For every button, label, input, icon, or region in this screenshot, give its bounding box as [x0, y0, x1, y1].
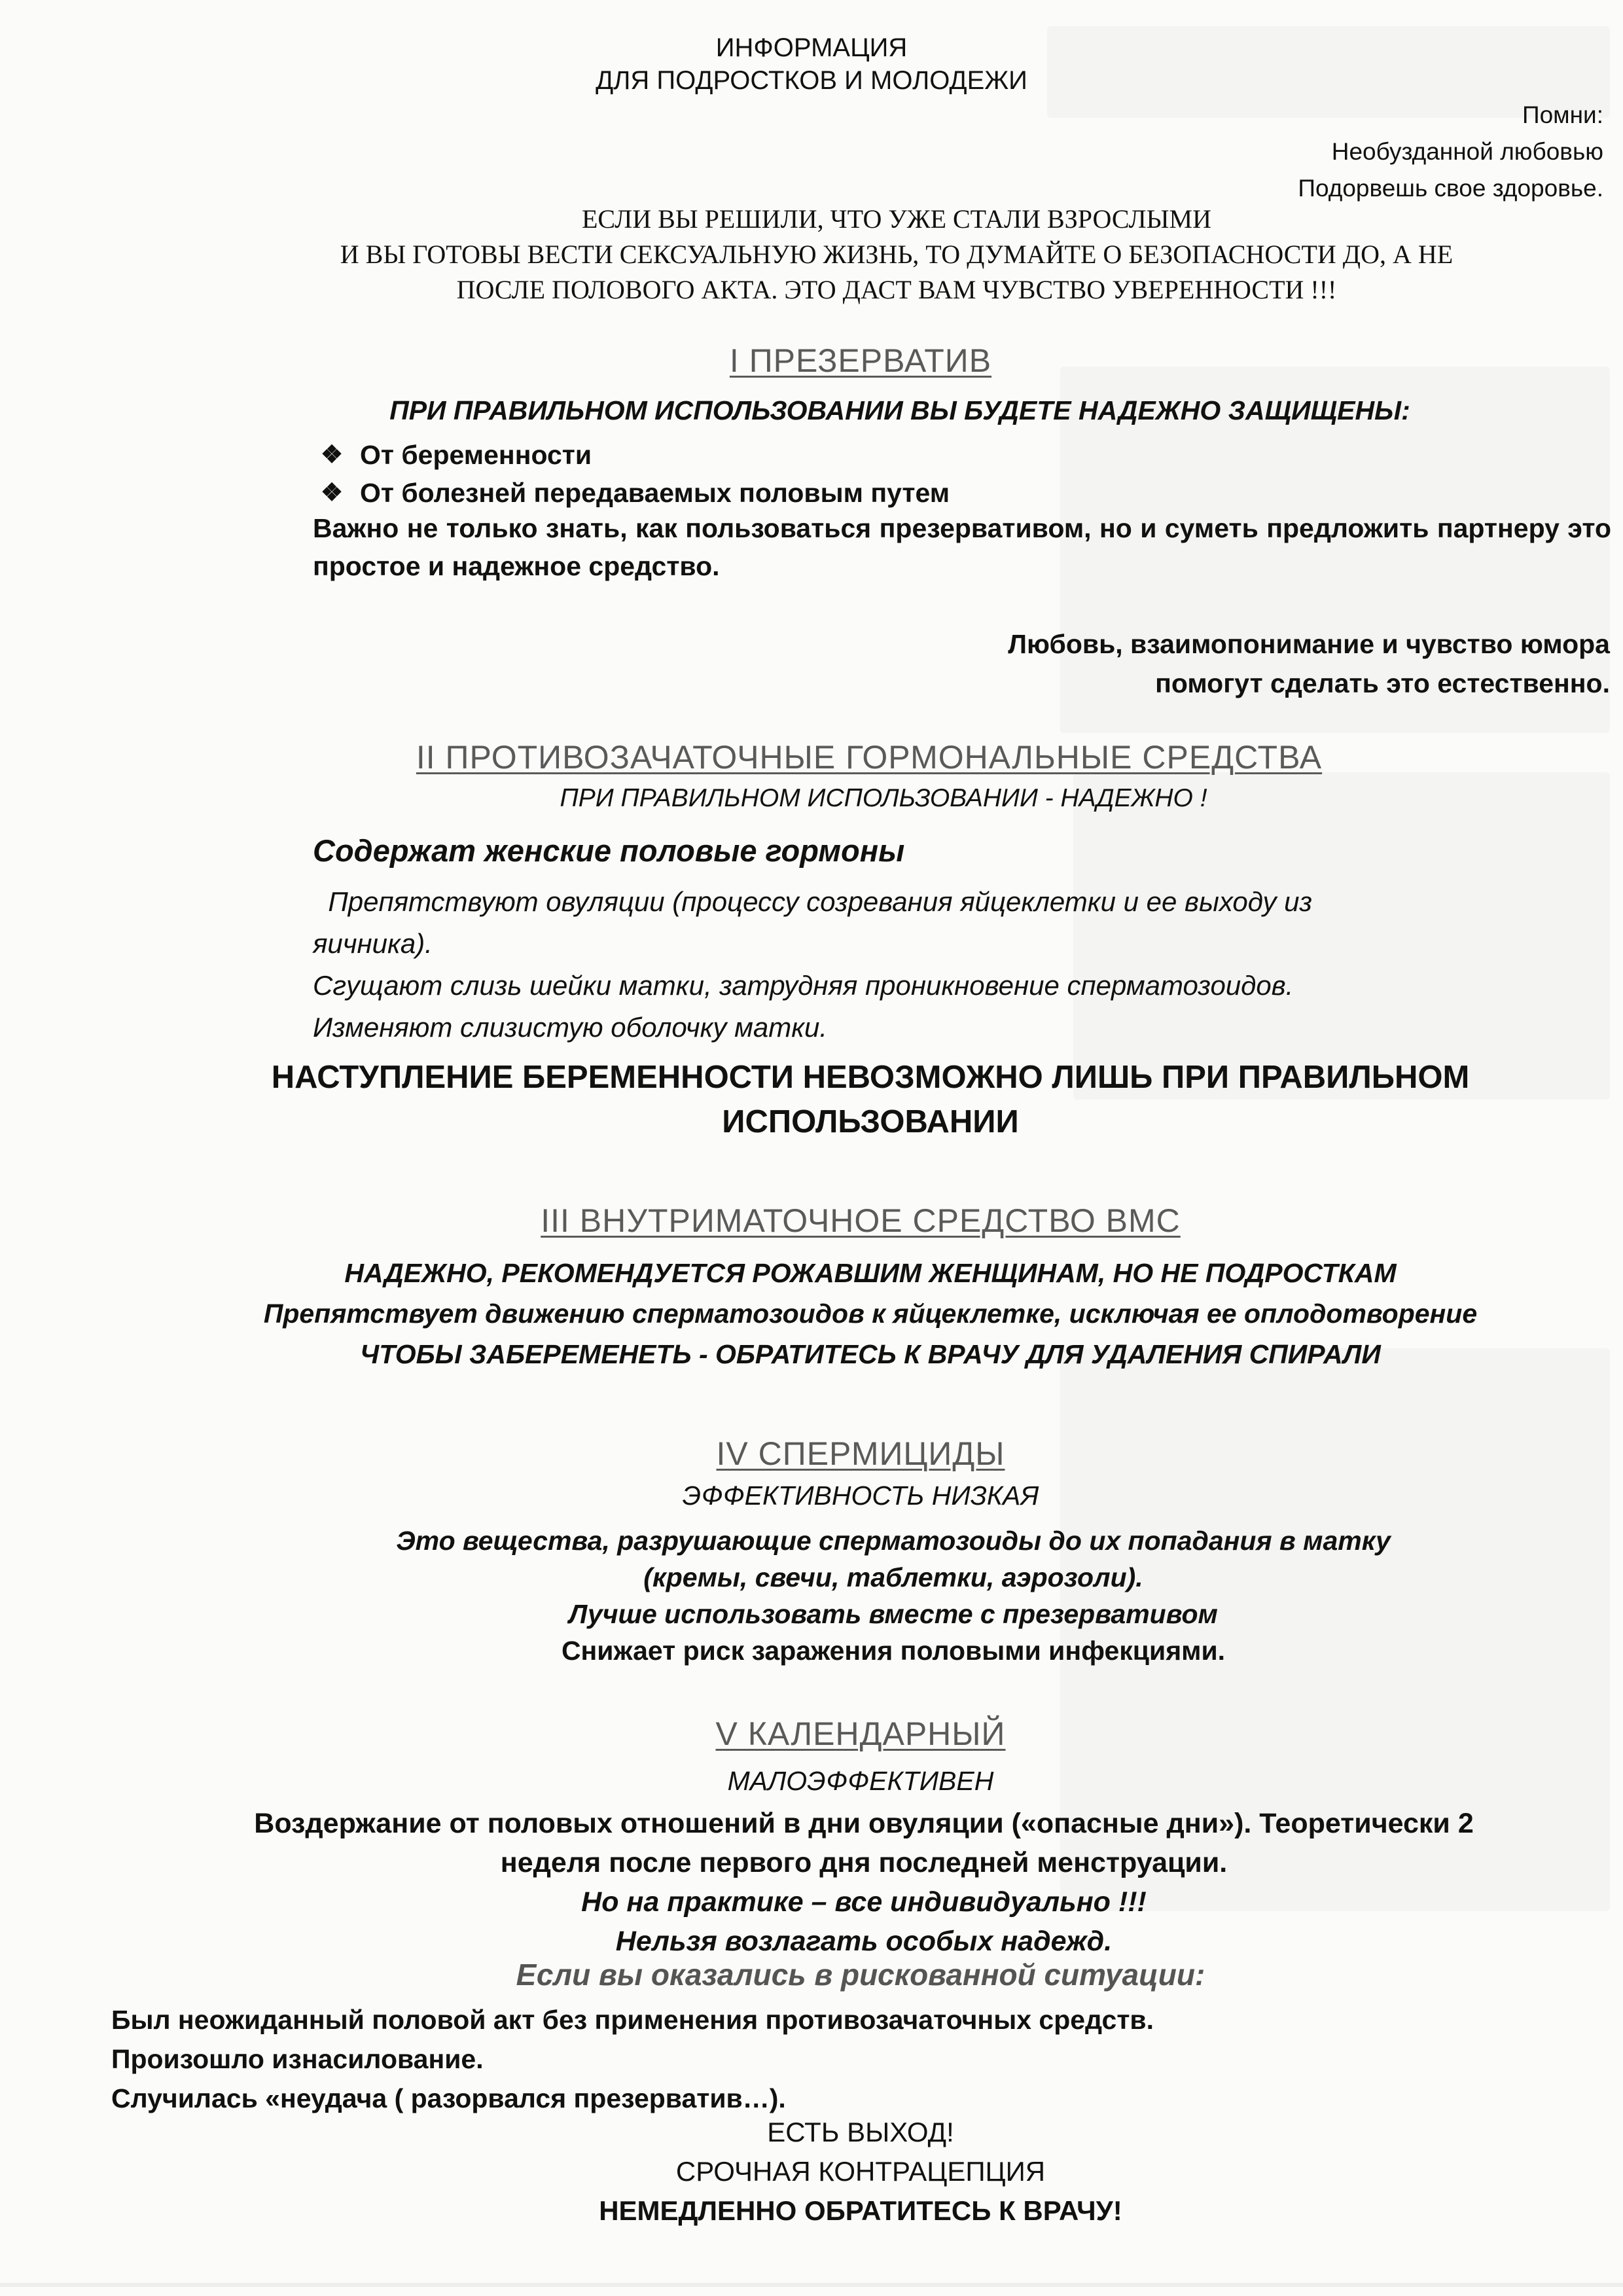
intro-line: ПОСЛЕ ПОЛОВОГО АКТА. ЭТО ДАСТ ВАМ ЧУВСТВО УВЕРЕННОСТИ !!!	[456, 275, 1337, 304]
hormonal-effects	[313, 881, 1596, 1049]
diamond-bullet-icon: ❖	[321, 441, 344, 469]
iud-line: ЧТОБЫ ЗАБЕРЕМЕНЕТЬ - ОБРАТИТЕСЬ К ВРАЧУ ДЛЯ УДАЛЕНИЯ СПИРАЛИ	[360, 1339, 1381, 1369]
section-heading-text: I ПРЕЗЕРВАТИВ	[729, 342, 992, 379]
section-heading-text: V КАЛЕНДАРНЫЙ	[715, 1715, 1006, 1752]
calendar-details	[131, 1804, 1597, 1961]
list-item	[321, 474, 1499, 512]
spermicide-line: Это вещества, разрушающие сперматозоиды до их попадания в матку	[396, 1526, 1391, 1556]
iud-details	[118, 1253, 1623, 1374]
humor-line: помогут сделать это естественно.	[1155, 668, 1610, 698]
risk-heading: Если вы оказались в рискованной ситуации:	[516, 1958, 1205, 1992]
footer-line: НЕМЕДЛЕННО ОБРАТИТЕСЬ К ВРАЧУ!	[599, 2195, 1122, 2226]
section-heading-spermicides	[0, 1435, 1623, 1473]
risk-cases	[111, 2000, 1486, 2118]
section-heading-calendar	[0, 1715, 1623, 1753]
section-heading-text: III ВНУТРИМАТОЧНОЕ СРЕДСТВО ВМС	[541, 1202, 1181, 1239]
calendar-line: Но на практике – все индивидуально !!!	[581, 1886, 1147, 1918]
iud-line: НАДЕЖНО, РЕКОМЕНДУЕТСЯ РОЖАВШИМ ЖЕНЩИНАМ, НО НЕ ПОДРОСТКАМ	[344, 1258, 1397, 1288]
section-heading-condom	[0, 342, 1623, 380]
intro-line: И ВЫ ГОТОВЫ ВЕСТИ СЕКСУАЛЬНУЮ ЖИЗНЬ, ТО ДУМАЙТЕ О БЕЗОПАСНОСТИ ДО, А НЕ	[340, 240, 1454, 269]
verse-line: Помни:	[1522, 101, 1603, 128]
emergency-footer	[0, 2113, 1623, 2231]
protection-list	[321, 436, 1499, 512]
risk-case: Был неожиданный половой акт без применения противозачаточных средств.	[111, 2005, 1154, 2035]
diamond-bullet-icon: ❖	[321, 479, 344, 507]
effect-line: яичника).	[313, 928, 433, 959]
document-title	[484, 31, 1139, 97]
intro-warning	[196, 202, 1597, 308]
footer-line: СРОЧНАЯ КОНТРАЦЕПЦИЯ	[675, 2156, 1046, 2187]
section-subheading: ЭФФЕКТИВНОСТЬ НИЗКАЯ	[682, 1480, 1039, 1511]
list-item-text: От беременности	[360, 440, 592, 470]
hormonal-lead: Содержат женские половые гормоны	[313, 833, 905, 868]
calendar-line: Нельзя возлагать особых надежд.	[615, 1926, 1113, 1957]
section-heading-text: II ПРОТИВОЗАЧАТОЧНЫЕ ГОРМОНАЛЬНЫЕ СРЕДСТВА	[416, 739, 1323, 776]
risk-case: Произошло изнасилование.	[111, 2044, 484, 2074]
title-line: ИНФОРМАЦИЯ	[715, 33, 908, 62]
section-subheading: ПРИ ПРАВИЛЬНОМ ИСПОЛЬЗОВАНИИ ВЫ БУДЕТЕ НАДЕЖНО ЗАЩИЩЕНЫ:	[389, 395, 1410, 425]
calendar-line: Воздержание от половых отношений в дни овуляции («опасные дни»). Теоретически 2	[254, 1808, 1474, 1839]
warning-line: ИСПОЛЬЗОВАНИИ	[722, 1104, 1019, 1139]
effect-line: Сгущают слизь шейки матки, затрудняя проникновение сперматозоидов.	[313, 970, 1294, 1001]
effect-line: Изменяют слизистую оболочку матки.	[313, 1012, 828, 1043]
section-heading-text: IV СПЕРМИЦИДЫ	[716, 1435, 1005, 1472]
list-item	[321, 436, 1499, 474]
footer-line: ЕСТЬ ВЫХОД!	[767, 2117, 954, 2147]
warning-line: НАСТУПЛЕНИЕ БЕРЕМЕННОСТИ НЕВОЗМОЖНО ЛИШЬ ПРИ ПРАВИЛЬНОМ	[271, 1060, 1470, 1095]
section-heading-iud	[0, 1202, 1623, 1240]
intro-line: ЕСЛИ ВЫ РЕШИЛИ, ЧТО УЖЕ СТАЛИ ВЗРОСЛЫМИ	[581, 204, 1211, 234]
spermicide-line: Снижает риск заражения половыми инфекциями.	[561, 1636, 1226, 1666]
section-subheading: МАЛОЭФФЕКТИВЕН	[727, 1766, 994, 1796]
title-line: ДЛЯ ПОДРОСТКОВ И МОЛОДЕЖИ	[596, 66, 1027, 95]
condom-advice: Важно не только знать, как пользоваться презервативом, но и суметь предложить партнеру это простое и надежное средство.	[313, 513, 1611, 581]
risk-case: Случилась «неудача ( разорвался презерватив…).	[111, 2083, 786, 2113]
pregnancy-warning	[157, 1055, 1584, 1144]
spermicide-line: (кремы, свечи, таблетки, аэрозоли).	[643, 1562, 1143, 1592]
iud-line: Препятствует движению сперматозоидов к яйцеклетке, исключая ее оплодотворение	[263, 1299, 1478, 1329]
verse-line: Необузданной любовью	[1331, 138, 1603, 165]
list-item-text: От болезней передаваемых половым путем	[360, 478, 950, 508]
humor-note	[720, 624, 1610, 703]
spermicide-details	[196, 1522, 1590, 1669]
scan-edge-line	[0, 2283, 1623, 2287]
effect-line: Препятствуют овуляции (процессу созревания яйцеклетки и ее выходу из	[313, 886, 1313, 917]
calendar-line: неделя после первого дня последней менструации.	[500, 1847, 1228, 1878]
remember-verse	[1047, 97, 1603, 207]
section-subheading: ПРИ ПРАВИЛЬНОМ ИСПОЛЬЗОВАНИИ - НАДЕЖНО !	[560, 784, 1207, 812]
section-heading-hormonal	[313, 738, 1425, 776]
verse-line: Подорвешь свое здоровье.	[1298, 175, 1603, 202]
humor-line: Любовь, взаимопонимание и чувство юмора	[1008, 629, 1610, 659]
spermicide-line: Лучше использовать вместе с презервативом	[569, 1599, 1218, 1629]
